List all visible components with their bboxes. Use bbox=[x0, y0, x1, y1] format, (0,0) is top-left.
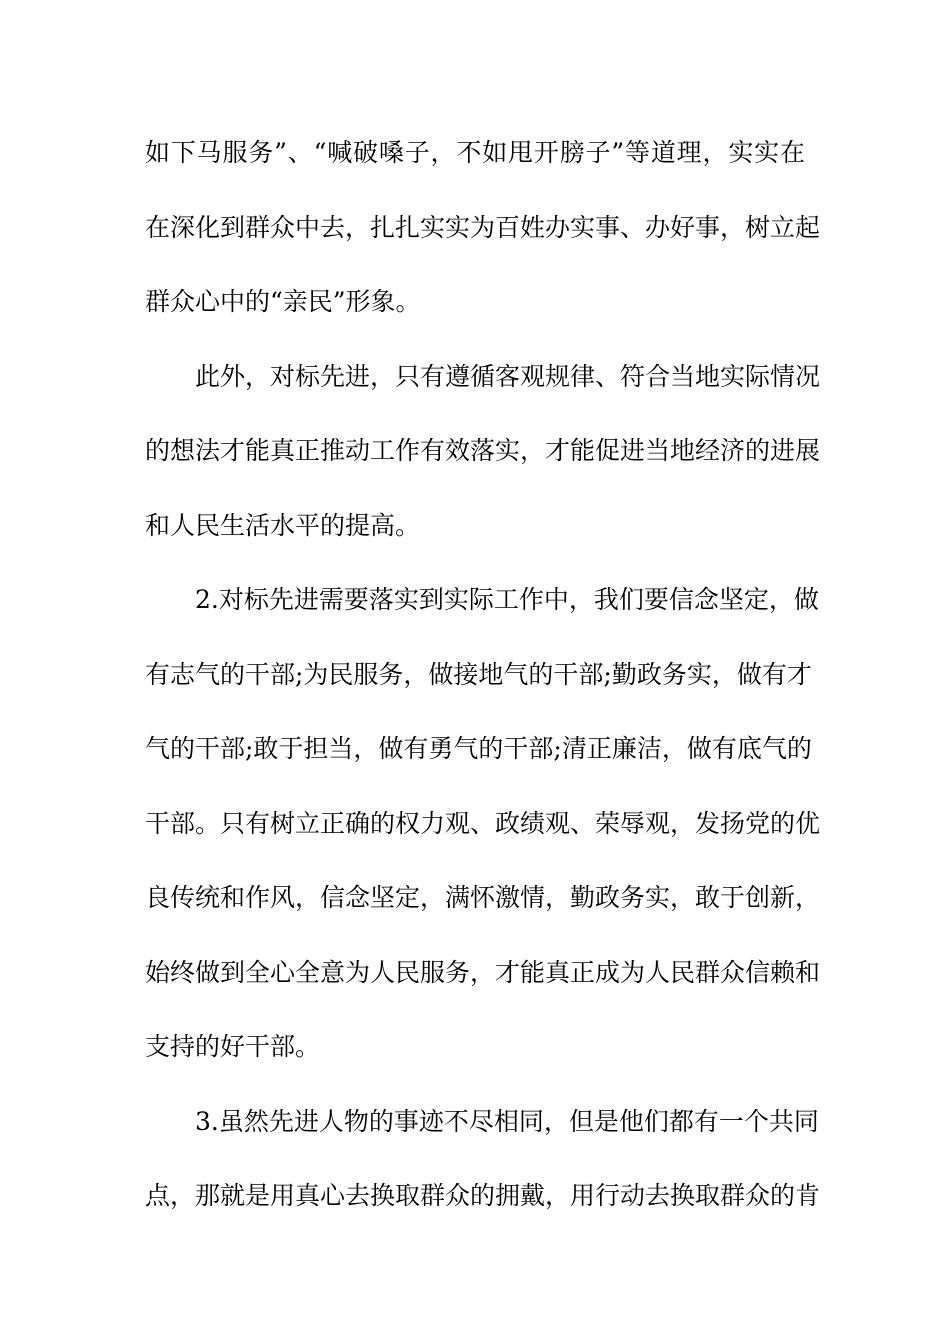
text-line: 3.虽然先进人物的事迹不尽相同，但是他们都有一个共同 bbox=[195, 1106, 819, 1136]
text-line: 的想法才能真正推动工作有效落实，才能促进当地经济的进展 bbox=[145, 436, 821, 465]
text-line: 点，那就是用真心去换取群众的拥戴，用行动去换取群众的肯 bbox=[145, 1181, 821, 1210]
text-line: 群众心中的“亲民”形象。 bbox=[145, 287, 421, 316]
text-line: 如下马服务”、“喊破嗓子，不如甩开膀子”等道理，实实在 bbox=[145, 138, 805, 167]
text-line: 良传统和作风，信念坚定，满怀激情，勤政务实，敢于创新， bbox=[145, 883, 821, 912]
text-line: 此外，对标先进，只有遵循客观规律、符合当地实际情况 bbox=[195, 361, 821, 391]
text-line: 干部。只有树立正确的权力观、政绩观、荣辱观，发扬党的优 bbox=[145, 808, 821, 838]
text-line: 始终做到全心全意为人民服务，才能真正成为人民群众信赖和 bbox=[145, 957, 821, 987]
text-line: 支持的好干部。 bbox=[145, 1032, 321, 1061]
text-line: 2.对标先进需要落实到实际工作中，我们要信念坚定，做 bbox=[195, 585, 819, 614]
document-body bbox=[145, 128, 821, 1246]
text-line: 在深化到群众中去，扎扎实实为百姓办实事、办好事，树立起 bbox=[145, 212, 821, 242]
text-line: 和人民生活水平的提高。 bbox=[145, 510, 421, 540]
text-line: 有志气的干部;为民服务，做接地气的干部;勤政务实，做有才 bbox=[145, 659, 812, 689]
text-line: 气的干部;敢于担当，做有勇气的干部;清正廉洁，做有底气的 bbox=[145, 734, 812, 763]
